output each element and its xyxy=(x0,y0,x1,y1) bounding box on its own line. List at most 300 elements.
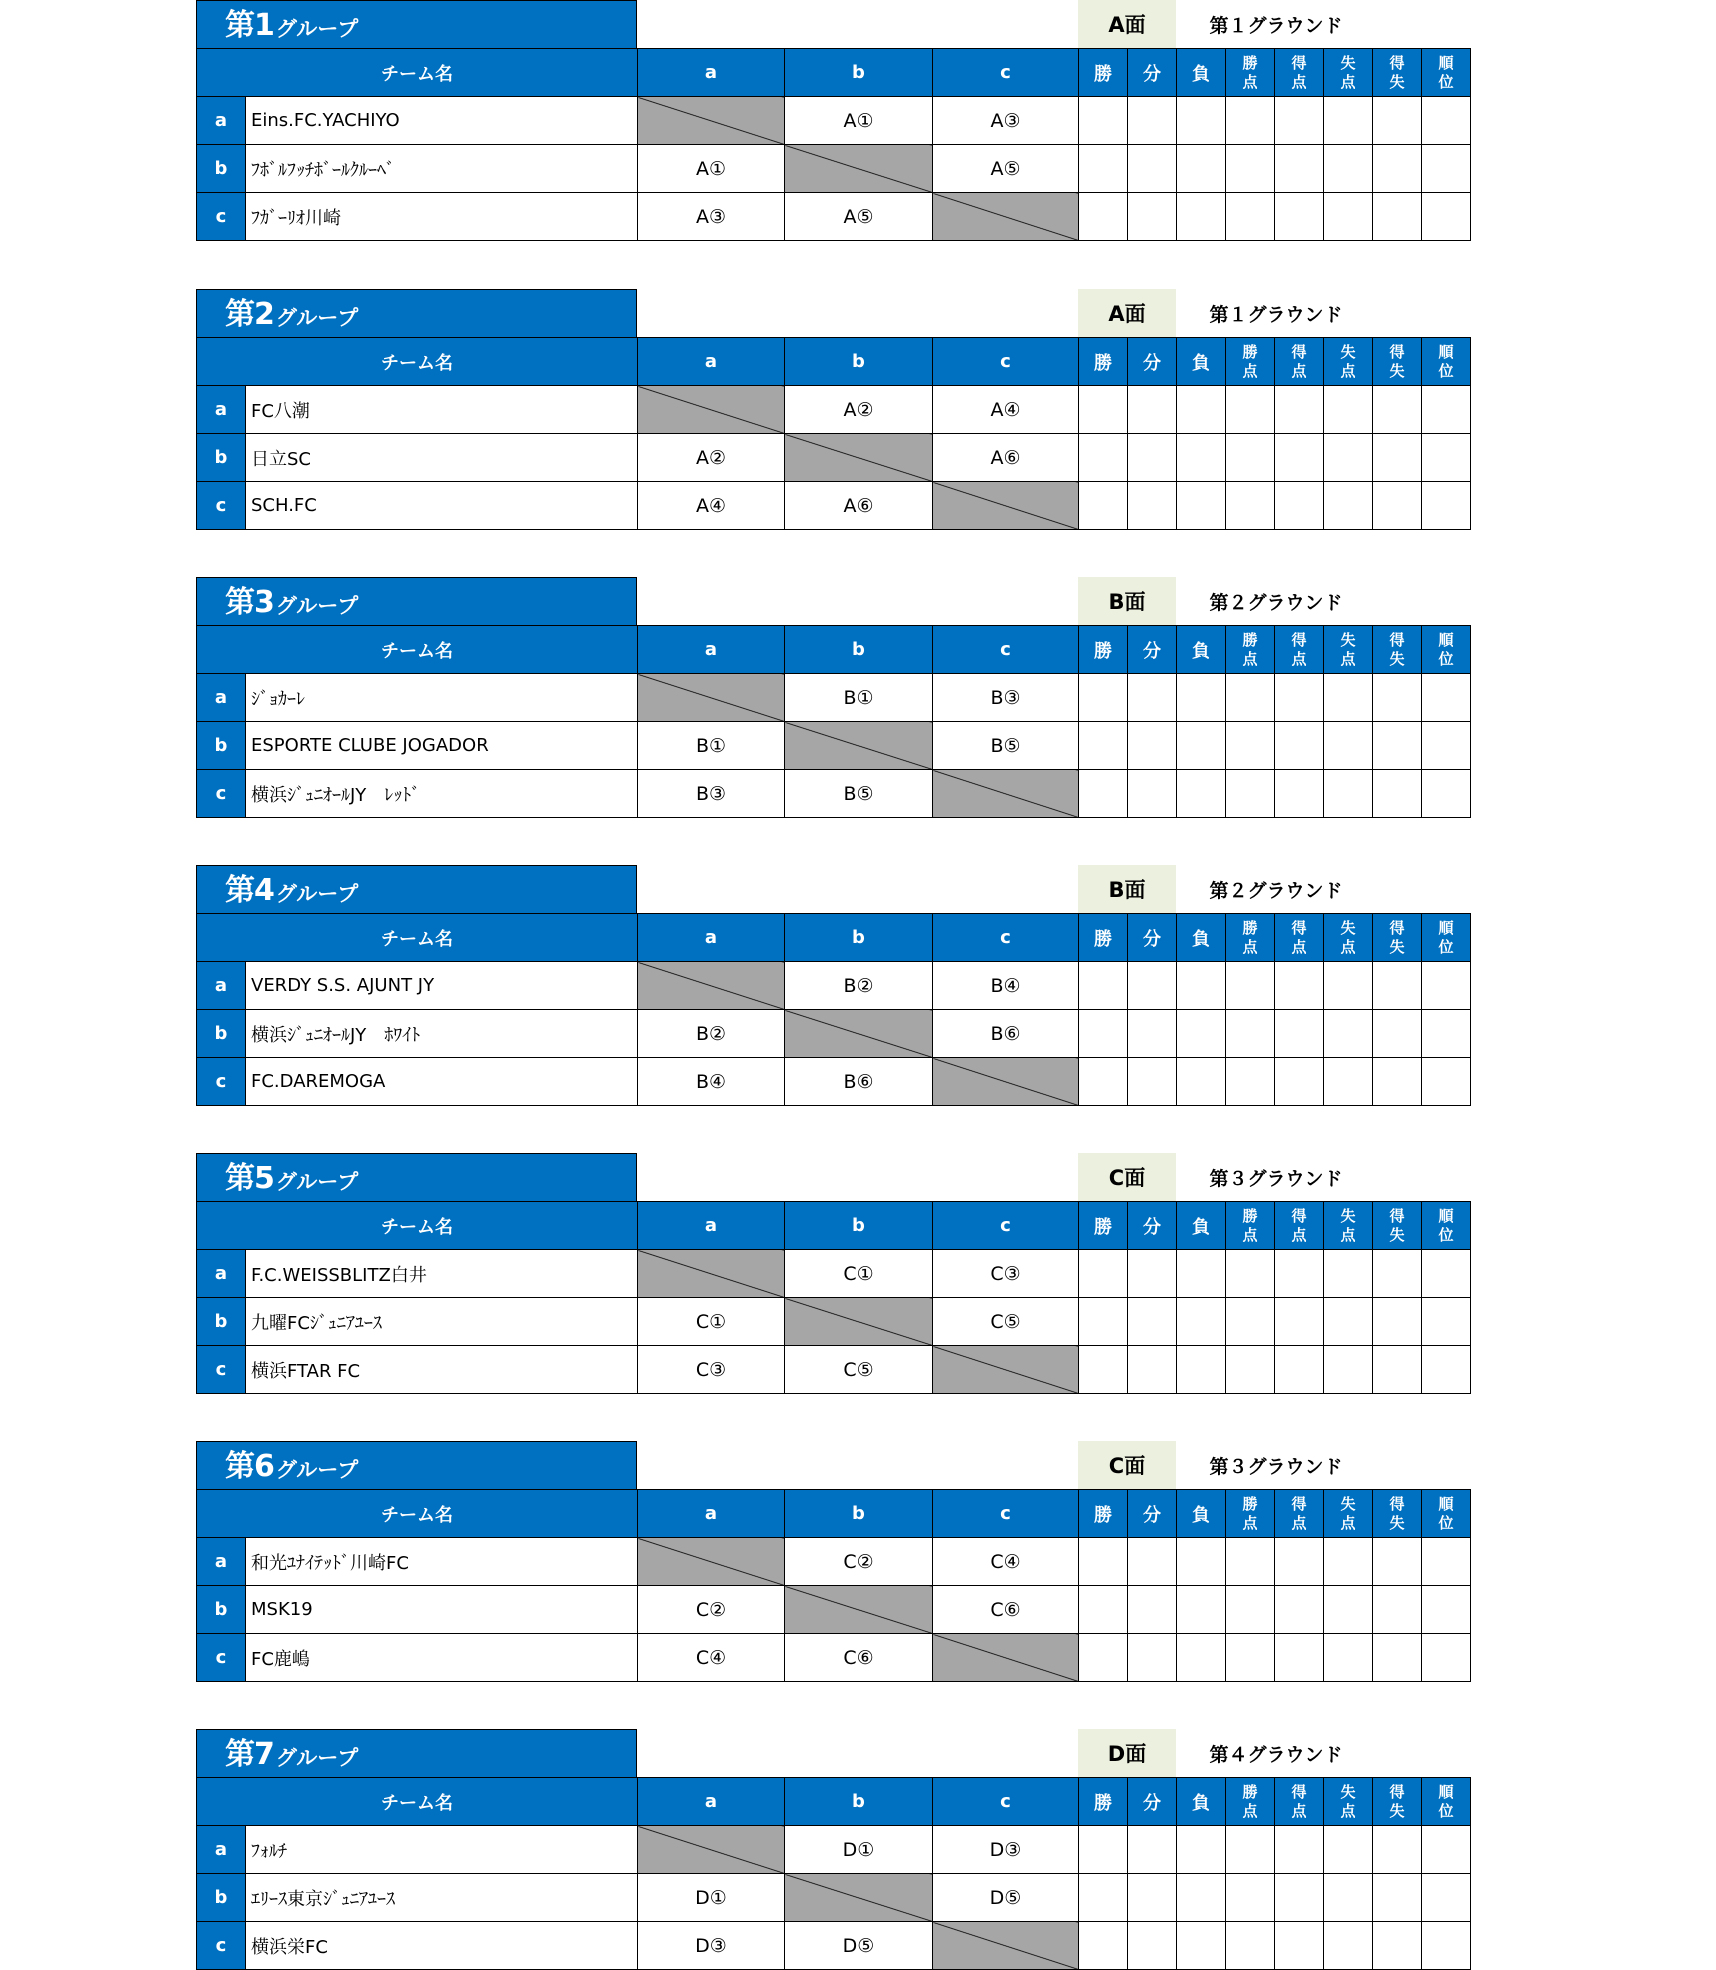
stat-header-line1: 勝 xyxy=(1242,1782,1258,1801)
team-name-cell[interactable]: ﾌﾎﾞﾙﾌｯﾁﾎﾞｰﾙｸﾙｰﾍﾞ xyxy=(246,145,638,193)
stat-input-cell[interactable] xyxy=(1226,97,1275,145)
stat-input-cell[interactable] xyxy=(1177,482,1226,530)
self-match-diagonal-cell xyxy=(933,482,1079,530)
opponent-column-header: b xyxy=(785,1202,933,1250)
stat-input-cell[interactable] xyxy=(1128,1010,1177,1058)
stat-input-cell[interactable] xyxy=(1324,1298,1373,1346)
stat-input-cell[interactable] xyxy=(1128,962,1177,1010)
opponent-column-header: a xyxy=(638,1202,785,1250)
team-row-label: a xyxy=(197,386,246,434)
stat-input-cell[interactable] xyxy=(1177,97,1226,145)
group-title-suffix: グループ xyxy=(275,1458,359,1482)
stat-input-cell[interactable] xyxy=(1275,145,1324,193)
match-slot-cell[interactable]: C③ xyxy=(638,1346,785,1394)
stat-input-cell[interactable] xyxy=(1177,145,1226,193)
stat-input-cell[interactable] xyxy=(1324,386,1373,434)
stat-input-cell[interactable] xyxy=(1324,1250,1373,1298)
stat-input-cell[interactable] xyxy=(1275,1874,1324,1922)
match-slot-cell[interactable]: C⑤ xyxy=(785,1346,933,1394)
match-slot-cell[interactable]: B④ xyxy=(933,962,1079,1010)
stat-input-cell[interactable] xyxy=(1226,1634,1275,1682)
stat-input-cell[interactable] xyxy=(1324,1346,1373,1394)
team-row-label: b xyxy=(197,1010,246,1058)
self-match-diagonal-cell xyxy=(638,97,785,145)
stat-input-cell[interactable] xyxy=(1422,1586,1471,1634)
self-match-diagonal-cell xyxy=(785,1874,933,1922)
stat-input-cell[interactable] xyxy=(1079,1298,1128,1346)
stat-input-cell[interactable] xyxy=(1128,193,1177,241)
stat-input-cell[interactable] xyxy=(1079,1874,1128,1922)
stat-input-cell[interactable] xyxy=(1324,770,1373,818)
stat-input-cell[interactable] xyxy=(1079,1538,1128,1586)
stat-input-cell[interactable] xyxy=(1177,1538,1226,1586)
stat-input-cell[interactable] xyxy=(1324,962,1373,1010)
stat-input-cell[interactable] xyxy=(1226,674,1275,722)
stat-input-cell[interactable] xyxy=(1226,434,1275,482)
stat-input-cell[interactable] xyxy=(1226,1538,1275,1586)
table-row xyxy=(197,482,1471,530)
stat-input-cell[interactable] xyxy=(1128,1538,1177,1586)
match-slot-cell[interactable]: B③ xyxy=(933,674,1079,722)
stat-header-line1: 得 xyxy=(1389,1206,1405,1225)
group-title-suffix: グループ xyxy=(275,1170,359,1194)
field-face-label: D面 xyxy=(1078,1729,1176,1777)
group-block-4 xyxy=(196,865,1472,1106)
stat-header-line1: 得 xyxy=(1389,1494,1405,1513)
stat-input-cell[interactable] xyxy=(1422,1298,1471,1346)
stat-input-cell[interactable] xyxy=(1079,1922,1128,1970)
stat-column-header xyxy=(1422,914,1471,962)
team-name-cell[interactable]: ﾌｶﾞｰﾘｵ川崎 xyxy=(246,193,638,241)
table-row xyxy=(197,770,1471,818)
stat-input-cell[interactable] xyxy=(1324,1586,1373,1634)
stat-header-line1: 勝 xyxy=(1242,1494,1258,1513)
team-name-header: チーム名 xyxy=(197,1490,638,1538)
stat-header-line1: 負 xyxy=(1192,63,1210,85)
stat-input-cell[interactable] xyxy=(1226,1346,1275,1394)
match-slot-cell[interactable]: C⑥ xyxy=(785,1634,933,1682)
stat-input-cell[interactable] xyxy=(1079,482,1128,530)
stat-input-cell[interactable] xyxy=(1422,1538,1471,1586)
team-row-label: b xyxy=(197,1298,246,1346)
stat-column-header xyxy=(1079,1490,1128,1538)
stat-input-cell[interactable] xyxy=(1128,1586,1177,1634)
team-name-cell[interactable]: 日立SC xyxy=(246,434,638,482)
group-title-suffix: グループ xyxy=(275,882,359,906)
stat-input-cell[interactable] xyxy=(1079,1346,1128,1394)
stat-input-cell[interactable] xyxy=(1226,1826,1275,1874)
team-name-cell[interactable]: 九曜FCｼﾞｭﾆｱﾕｰｽ xyxy=(246,1298,638,1346)
stat-input-cell[interactable] xyxy=(1373,1634,1422,1682)
stat-header-line1: 負 xyxy=(1192,640,1210,662)
stat-input-cell[interactable] xyxy=(1422,962,1471,1010)
stat-input-cell[interactable] xyxy=(1422,1874,1471,1922)
team-name-header: チーム名 xyxy=(197,49,638,97)
team-name-cell[interactable]: ﾌｫﾙﾁ xyxy=(246,1826,638,1874)
match-slot-cell[interactable]: A③ xyxy=(638,193,785,241)
stat-input-cell[interactable] xyxy=(1079,386,1128,434)
team-name-cell[interactable]: 和光ﾕﾅｲﾃｯﾄﾞ川崎FC xyxy=(246,1538,638,1586)
stat-input-cell[interactable] xyxy=(1275,770,1324,818)
stat-input-cell[interactable] xyxy=(1177,193,1226,241)
stat-input-cell[interactable] xyxy=(1422,193,1471,241)
stat-input-cell[interactable] xyxy=(1079,722,1128,770)
self-match-diagonal-cell xyxy=(785,722,933,770)
stat-input-cell[interactable] xyxy=(1422,1826,1471,1874)
team-row-label: b xyxy=(197,434,246,482)
match-slot-cell[interactable]: D⑤ xyxy=(785,1922,933,1970)
stat-input-cell[interactable] xyxy=(1373,1538,1422,1586)
stat-input-cell[interactable] xyxy=(1177,1346,1226,1394)
stat-input-cell[interactable] xyxy=(1226,482,1275,530)
opponent-column-header: b xyxy=(785,338,933,386)
stat-input-cell[interactable] xyxy=(1275,1346,1324,1394)
stat-input-cell[interactable] xyxy=(1275,1058,1324,1106)
stat-input-cell[interactable] xyxy=(1128,1634,1177,1682)
stat-input-cell[interactable] xyxy=(1275,1250,1324,1298)
stat-input-cell[interactable] xyxy=(1324,1826,1373,1874)
stat-input-cell[interactable] xyxy=(1324,145,1373,193)
stat-column-header xyxy=(1226,914,1275,962)
match-slot-cell[interactable]: D① xyxy=(638,1874,785,1922)
stat-column-header xyxy=(1177,626,1226,674)
stat-column-header xyxy=(1128,626,1177,674)
stat-input-cell[interactable] xyxy=(1275,1010,1324,1058)
stat-input-cell[interactable] xyxy=(1177,1058,1226,1106)
stat-input-cell[interactable] xyxy=(1128,1058,1177,1106)
stat-input-cell[interactable] xyxy=(1226,386,1275,434)
stat-input-cell[interactable] xyxy=(1226,1010,1275,1058)
stat-input-cell[interactable] xyxy=(1079,1586,1128,1634)
match-slot-cell[interactable]: C④ xyxy=(933,1538,1079,1586)
stat-input-cell[interactable] xyxy=(1079,1634,1128,1682)
stat-input-cell[interactable] xyxy=(1373,145,1422,193)
stat-input-cell[interactable] xyxy=(1324,722,1373,770)
match-slot-cell[interactable]: A⑤ xyxy=(933,145,1079,193)
match-slot-cell[interactable]: B⑥ xyxy=(933,1010,1079,1058)
team-row-label: a xyxy=(197,1250,246,1298)
stat-input-cell[interactable] xyxy=(1226,1874,1275,1922)
stat-column-header xyxy=(1422,1778,1471,1826)
match-slot-cell[interactable]: B② xyxy=(785,962,933,1010)
stat-input-cell[interactable] xyxy=(1079,962,1128,1010)
stat-input-cell[interactable] xyxy=(1373,722,1422,770)
stat-input-cell[interactable] xyxy=(1226,770,1275,818)
stat-input-cell[interactable] xyxy=(1079,434,1128,482)
stat-input-cell[interactable] xyxy=(1422,97,1471,145)
stat-input-cell[interactable] xyxy=(1275,722,1324,770)
self-match-diagonal-cell xyxy=(933,1634,1079,1682)
team-name-cell[interactable]: Eins.FC.YACHIYO xyxy=(246,97,638,145)
match-slot-cell[interactable]: C⑤ xyxy=(933,1298,1079,1346)
stat-input-cell[interactable] xyxy=(1275,1298,1324,1346)
stat-input-cell[interactable] xyxy=(1373,1586,1422,1634)
opponent-column-header: c xyxy=(933,1202,1079,1250)
stat-input-cell[interactable] xyxy=(1275,482,1324,530)
stat-input-cell[interactable] xyxy=(1275,962,1324,1010)
stat-header-line1: 負 xyxy=(1192,928,1210,950)
team-name-cell[interactable]: FC八潮 xyxy=(246,386,638,434)
stat-column-header xyxy=(1275,49,1324,97)
team-name-cell[interactable]: FC.DAREMOGA xyxy=(246,1058,638,1106)
match-slot-cell[interactable]: C② xyxy=(638,1586,785,1634)
stat-input-cell[interactable] xyxy=(1422,1922,1471,1970)
stat-input-cell[interactable] xyxy=(1226,1058,1275,1106)
stat-header-line1: 失 xyxy=(1340,342,1356,361)
stat-column-header xyxy=(1128,1778,1177,1826)
stat-input-cell[interactable] xyxy=(1373,962,1422,1010)
match-slot-cell[interactable]: A① xyxy=(638,145,785,193)
opponent-column-header: b xyxy=(785,1490,933,1538)
stat-input-cell[interactable] xyxy=(1373,1922,1422,1970)
table-row xyxy=(197,1298,1471,1346)
stat-input-cell[interactable] xyxy=(1422,674,1471,722)
stat-input-cell[interactable] xyxy=(1128,770,1177,818)
stat-input-cell[interactable] xyxy=(1128,1826,1177,1874)
stat-input-cell[interactable] xyxy=(1422,434,1471,482)
stat-input-cell[interactable] xyxy=(1226,722,1275,770)
stat-header-line1: 分 xyxy=(1143,640,1161,662)
stat-input-cell[interactable] xyxy=(1177,434,1226,482)
match-slot-cell[interactable]: A② xyxy=(638,434,785,482)
stat-input-cell[interactable] xyxy=(1324,1538,1373,1586)
match-slot-cell[interactable]: D③ xyxy=(638,1922,785,1970)
stat-input-cell[interactable] xyxy=(1373,770,1422,818)
stat-header-line1: 負 xyxy=(1192,352,1210,374)
stat-input-cell[interactable] xyxy=(1324,1010,1373,1058)
stat-input-cell[interactable] xyxy=(1373,1826,1422,1874)
stat-input-cell[interactable] xyxy=(1422,1634,1471,1682)
team-name-cell[interactable]: SCH.FC xyxy=(246,482,638,530)
stat-column-header xyxy=(1373,914,1422,962)
stat-input-cell[interactable] xyxy=(1128,674,1177,722)
stat-input-cell[interactable] xyxy=(1324,1634,1373,1682)
stat-input-cell[interactable] xyxy=(1275,434,1324,482)
match-slot-cell[interactable]: A⑤ xyxy=(785,193,933,241)
self-match-diagonal-cell xyxy=(638,962,785,1010)
stat-input-cell[interactable] xyxy=(1128,145,1177,193)
stat-input-cell[interactable] xyxy=(1422,722,1471,770)
match-slot-cell[interactable]: D③ xyxy=(933,1826,1079,1874)
stat-input-cell[interactable] xyxy=(1177,722,1226,770)
stat-input-cell[interactable] xyxy=(1128,722,1177,770)
stat-input-cell[interactable] xyxy=(1128,1346,1177,1394)
stat-input-cell[interactable] xyxy=(1373,1010,1422,1058)
table-header-row xyxy=(197,626,1471,674)
match-slot-cell[interactable]: B① xyxy=(785,674,933,722)
stat-input-cell[interactable] xyxy=(1177,1010,1226,1058)
stat-input-cell[interactable] xyxy=(1275,1922,1324,1970)
stat-input-cell[interactable] xyxy=(1324,674,1373,722)
stat-header-line1: 失 xyxy=(1340,918,1356,937)
stat-column-header xyxy=(1373,626,1422,674)
stat-input-cell[interactable] xyxy=(1177,1826,1226,1874)
match-slot-cell[interactable]: C① xyxy=(638,1298,785,1346)
stat-column-header xyxy=(1324,914,1373,962)
stat-input-cell[interactable] xyxy=(1079,97,1128,145)
stat-input-cell[interactable] xyxy=(1373,1874,1422,1922)
stat-input-cell[interactable] xyxy=(1128,386,1177,434)
stat-input-cell[interactable] xyxy=(1128,97,1177,145)
stat-input-cell[interactable] xyxy=(1177,1922,1226,1970)
stat-input-cell[interactable] xyxy=(1177,962,1226,1010)
stat-input-cell[interactable] xyxy=(1422,1250,1471,1298)
stat-input-cell[interactable] xyxy=(1324,97,1373,145)
standings-table xyxy=(196,913,1471,1106)
stat-input-cell[interactable] xyxy=(1324,1874,1373,1922)
stat-header-line1: 得 xyxy=(1291,1494,1307,1513)
stat-input-cell[interactable] xyxy=(1422,1058,1471,1106)
stat-input-cell[interactable] xyxy=(1226,193,1275,241)
opponent-column-header: b xyxy=(785,49,933,97)
stat-input-cell[interactable] xyxy=(1079,1250,1128,1298)
match-slot-cell[interactable]: A③ xyxy=(933,97,1079,145)
match-slot-cell[interactable]: B③ xyxy=(638,770,785,818)
match-slot-cell[interactable]: B② xyxy=(638,1010,785,1058)
stat-input-cell[interactable] xyxy=(1373,386,1422,434)
stat-input-cell[interactable] xyxy=(1373,1250,1422,1298)
table-header-row xyxy=(197,49,1471,97)
stat-input-cell[interactable] xyxy=(1079,1826,1128,1874)
stat-input-cell[interactable] xyxy=(1275,674,1324,722)
stat-input-cell[interactable] xyxy=(1079,193,1128,241)
match-slot-cell[interactable]: B① xyxy=(638,722,785,770)
team-name-cell[interactable]: MSK19 xyxy=(246,1586,638,1634)
stat-input-cell[interactable] xyxy=(1275,1586,1324,1634)
team-name-cell[interactable]: 横浜FTAR FC xyxy=(246,1346,638,1394)
team-name-cell[interactable]: 横浜ｼﾞｭﾆｵｰﾙJY ﾎﾜｲﾄ xyxy=(246,1010,638,1058)
stat-input-cell[interactable] xyxy=(1324,193,1373,241)
stat-input-cell[interactable] xyxy=(1177,674,1226,722)
stat-header-line2: 位 xyxy=(1438,1225,1454,1244)
stat-column-header xyxy=(1324,1778,1373,1826)
match-slot-cell[interactable]: B④ xyxy=(638,1058,785,1106)
stat-input-cell[interactable] xyxy=(1226,962,1275,1010)
match-slot-cell[interactable]: A② xyxy=(785,386,933,434)
stat-input-cell[interactable] xyxy=(1324,1922,1373,1970)
stat-input-cell[interactable] xyxy=(1422,770,1471,818)
stat-input-cell[interactable] xyxy=(1177,770,1226,818)
team-row-label: b xyxy=(197,722,246,770)
stat-input-cell[interactable] xyxy=(1226,145,1275,193)
field-face-label: B面 xyxy=(1078,865,1176,913)
stat-input-cell[interactable] xyxy=(1128,1922,1177,1970)
stat-input-cell[interactable] xyxy=(1079,770,1128,818)
stat-input-cell[interactable] xyxy=(1226,1922,1275,1970)
team-name-cell[interactable]: ｼﾞｮｶｰﾚ xyxy=(246,674,638,722)
stat-input-cell[interactable] xyxy=(1128,1298,1177,1346)
stat-input-cell[interactable] xyxy=(1226,1586,1275,1634)
team-name-cell[interactable]: 横浜栄FC xyxy=(246,1922,638,1970)
stat-input-cell[interactable] xyxy=(1422,1010,1471,1058)
match-slot-cell[interactable]: A① xyxy=(785,97,933,145)
stat-input-cell[interactable] xyxy=(1373,193,1422,241)
opponent-column-header: c xyxy=(933,338,1079,386)
stat-input-cell[interactable] xyxy=(1128,434,1177,482)
match-slot-cell[interactable]: A④ xyxy=(638,482,785,530)
stat-input-cell[interactable] xyxy=(1226,1250,1275,1298)
stat-input-cell[interactable] xyxy=(1373,97,1422,145)
table-row xyxy=(197,1826,1471,1874)
stat-input-cell[interactable] xyxy=(1177,1250,1226,1298)
match-slot-cell[interactable]: B⑤ xyxy=(785,770,933,818)
stat-input-cell[interactable] xyxy=(1324,1058,1373,1106)
field-face-label: B面 xyxy=(1078,577,1176,625)
stat-input-cell[interactable] xyxy=(1177,1298,1226,1346)
stat-input-cell[interactable] xyxy=(1275,1634,1324,1682)
stat-input-cell[interactable] xyxy=(1128,1874,1177,1922)
stat-header-line2: 点 xyxy=(1242,649,1258,668)
match-slot-cell[interactable]: A④ xyxy=(933,386,1079,434)
team-name-cell[interactable]: ESPORTE CLUBE JOGADOR xyxy=(246,722,638,770)
stat-input-cell[interactable] xyxy=(1275,1826,1324,1874)
table-header-row xyxy=(197,338,1471,386)
stat-input-cell[interactable] xyxy=(1275,193,1324,241)
match-slot-cell[interactable]: C⑥ xyxy=(933,1586,1079,1634)
stat-input-cell[interactable] xyxy=(1422,1346,1471,1394)
stat-input-cell[interactable] xyxy=(1177,386,1226,434)
match-slot-cell[interactable]: D① xyxy=(785,1826,933,1874)
stat-header-line2: 点 xyxy=(1242,361,1258,380)
team-name-cell[interactable]: VERDY S.S. AJUNT JY xyxy=(246,962,638,1010)
stat-input-cell[interactable] xyxy=(1373,482,1422,530)
stat-input-cell[interactable] xyxy=(1275,386,1324,434)
stat-input-cell[interactable] xyxy=(1373,434,1422,482)
stat-input-cell[interactable] xyxy=(1422,386,1471,434)
stat-input-cell[interactable] xyxy=(1373,674,1422,722)
group-title xyxy=(196,1153,637,1201)
team-name-cell[interactable]: FC鹿嶋 xyxy=(246,1634,638,1682)
stat-input-cell[interactable] xyxy=(1373,1058,1422,1106)
team-name-cell[interactable]: 横浜ｼﾞｭﾆｵｰﾙJY ﾚｯﾄﾞ xyxy=(246,770,638,818)
stat-input-cell[interactable] xyxy=(1177,1874,1226,1922)
team-name-cell[interactable]: ｴﾘｰｽ東京ｼﾞｭﾆｱﾕｰｽ xyxy=(246,1874,638,1922)
match-slot-cell[interactable]: C① xyxy=(785,1250,933,1298)
stat-input-cell[interactable] xyxy=(1275,1538,1324,1586)
stat-column-header xyxy=(1079,914,1128,962)
match-slot-cell[interactable]: C② xyxy=(785,1538,933,1586)
match-slot-cell[interactable]: C③ xyxy=(933,1250,1079,1298)
team-name-cell[interactable]: F.C.WEISSBLITZ白井 xyxy=(246,1250,638,1298)
stat-input-cell[interactable] xyxy=(1422,482,1471,530)
stat-header-line2: 点 xyxy=(1242,1225,1258,1244)
stat-input-cell[interactable] xyxy=(1177,1634,1226,1682)
stat-input-cell[interactable] xyxy=(1128,1250,1177,1298)
stat-input-cell[interactable] xyxy=(1079,1058,1128,1106)
stat-input-cell[interactable] xyxy=(1275,97,1324,145)
stat-input-cell[interactable] xyxy=(1373,1298,1422,1346)
match-slot-cell[interactable]: D⑤ xyxy=(933,1874,1079,1922)
stat-column-header xyxy=(1275,914,1324,962)
stat-input-cell[interactable] xyxy=(1079,145,1128,193)
match-slot-cell[interactable]: A⑥ xyxy=(933,434,1079,482)
stat-input-cell[interactable] xyxy=(1079,1010,1128,1058)
stat-input-cell[interactable] xyxy=(1177,1586,1226,1634)
stat-input-cell[interactable] xyxy=(1324,482,1373,530)
stat-input-cell[interactable] xyxy=(1226,1298,1275,1346)
stat-input-cell[interactable] xyxy=(1373,1346,1422,1394)
stat-input-cell[interactable] xyxy=(1128,482,1177,530)
stat-input-cell[interactable] xyxy=(1422,145,1471,193)
match-slot-cell[interactable]: B⑥ xyxy=(785,1058,933,1106)
stat-header-line1: 得 xyxy=(1291,53,1307,72)
match-slot-cell[interactable]: A⑥ xyxy=(785,482,933,530)
stat-input-cell[interactable] xyxy=(1324,434,1373,482)
match-slot-cell[interactable]: C④ xyxy=(638,1634,785,1682)
match-slot-cell[interactable]: B⑤ xyxy=(933,722,1079,770)
stat-column-header xyxy=(1177,338,1226,386)
stat-input-cell[interactable] xyxy=(1079,674,1128,722)
